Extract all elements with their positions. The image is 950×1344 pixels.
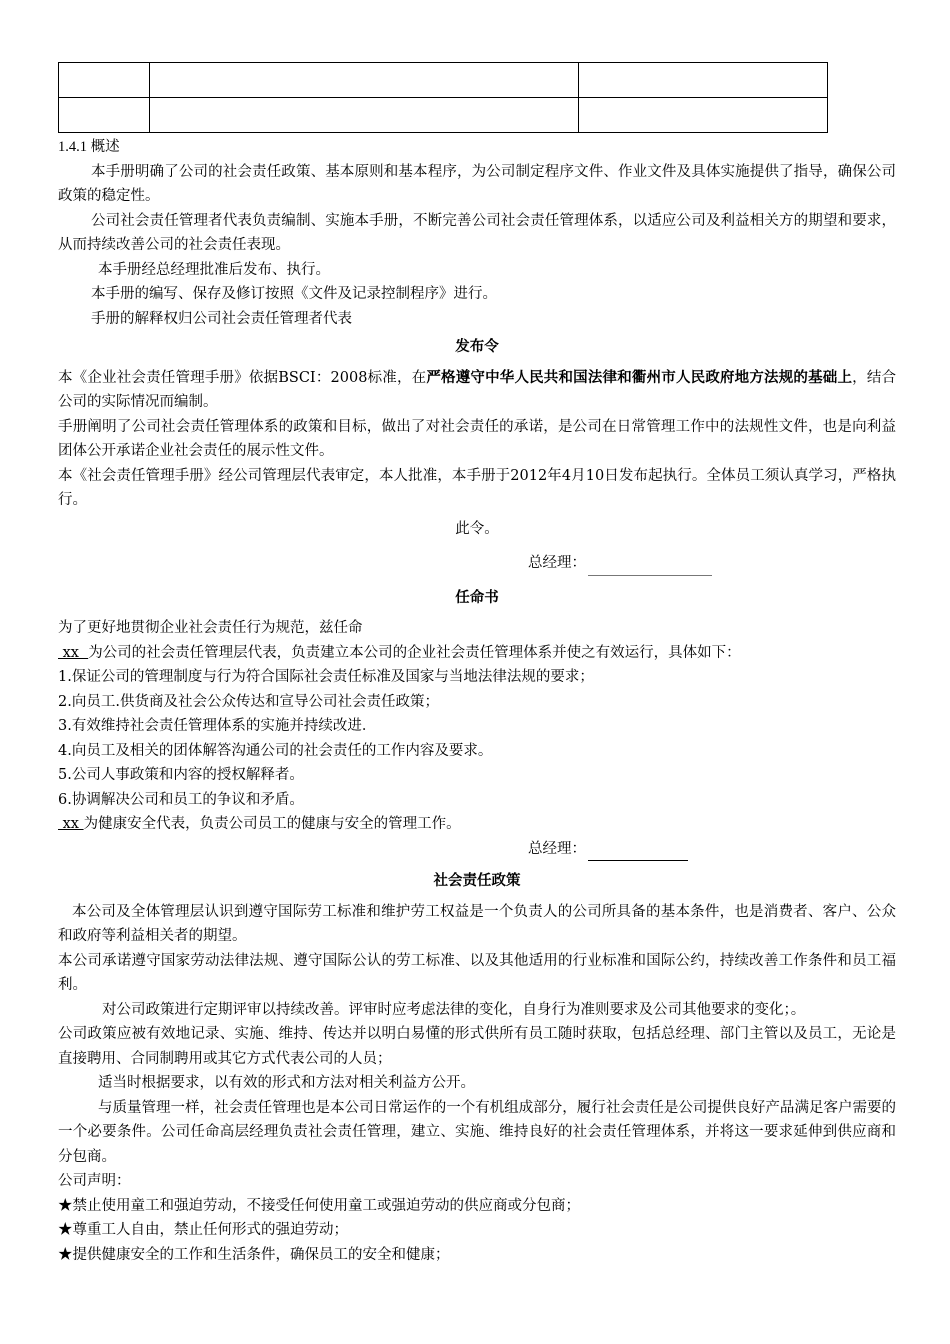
table-cell: [59, 98, 150, 133]
policy-paragraph: 本公司承诺遵守国家劳动法律法规、遵守国际公认的劳工标准、以及其他适用的行业标准和国际公约，持续改善工作条件和员工福利。: [58, 952, 896, 993]
overview-paragraph: 本手册经总经理批准后发布、执行。: [98, 261, 330, 278]
duty-item: 1.保证公司的管理制度与行为符合国际社会责任标准及国家与当地法律法规的要求；: [58, 669, 594, 685]
policy-paragraph: 与质量管理一样，社会责任管理也是本公司日常运作的一个有机组成部分，履行社会责任是公司提供良好产品满足客户需要的一个必要条件。公司任命高层经理负责社会责任管理，建立、实施、维持良好的社会责任管理体系，并将这一要求延伸到供应商和分包商。: [58, 1099, 896, 1165]
table-cell: [150, 98, 579, 133]
table-cell: [59, 63, 150, 98]
policy-star-item: ★尊重工人自由，禁止任何形式的强迫劳动；: [58, 1222, 348, 1238]
policy-star-item: ★提供健康安全的工作和生活条件，确保员工的安全和健康；: [58, 1246, 450, 1263]
release-paragraph-3: 本《社会责任管理手册》经公司管理层代表审定，本人批准，本手册于2012年4月10日发布起执行。全体员工须认真学习，严格执行。: [58, 467, 896, 508]
overview-paragraph: 本手册的编写、保存及修订按照《文件及记录控制程序》进行。: [91, 286, 497, 302]
policy-paragraph: 适当时根据要求，以有效的形式和方法对相关利益方公开。: [98, 1075, 475, 1091]
release-bold-text: 严格遵守中华人民共和国法律和衢州市人民政府地方法规的基础上: [426, 369, 853, 386]
release-paragraph-1: [58, 366, 896, 415]
table-cell: [150, 63, 579, 98]
document-page: [58, 62, 896, 1267]
release-paragraph-2: 手册阐明了公司社会责任管理体系的政策和目标，做出了对社会责任的承诺，是公司在日常管理工作中的法规性文件，也是向利益团体公开承诺企业社会责任的展示性文件。: [58, 418, 896, 459]
policy-star-item: ★禁止使用童工和强迫劳动，不接受任何使用童工或强迫劳动的供应商或分包商；: [58, 1197, 580, 1214]
duty-item: 2.向员工.供货商及社会公众传达和宣导公司社会责任政策；: [58, 693, 439, 710]
header-table: [58, 62, 828, 133]
appointment-safety: [58, 812, 896, 837]
release-text: ，结合公司的实际情况而编制。: [58, 369, 897, 410]
safety-name: xx: [58, 816, 84, 832]
appointment-rep: [58, 641, 896, 666]
policy-paragraph: 对公司政策进行定期评审以持续改善。评审时应考虑法律的变化，自身行为准则要求及公司其他要求的变化；。: [102, 1001, 806, 1018]
overview-paragraph: 公司社会责任管理者代表负责编制、实施本手册，不断完善公司社会责任管理体系，以适应公司及利益相关方的期望和要求，从而持续改善公司的社会责任表现。: [58, 212, 896, 253]
signature-label: 总经理：: [528, 555, 586, 571]
release-text: 本《企业社会责任管理手册》依据BSCI：2008标准，在: [58, 369, 427, 386]
signature-blank: [588, 845, 688, 861]
policy-paragraph: 本公司及全体管理层认识到遵守国际劳工标准和维护劳工权益是一个负责人的公司所具备的基本条件，也是消费者、客户、公众和政府等利益相关者的期望。: [58, 903, 896, 944]
duty-item: 3.有效维持社会责任管理体系的实施并持续改进．: [58, 718, 377, 734]
table-row: [59, 98, 828, 133]
rep-name: xx: [58, 644, 89, 661]
release-signature: [58, 551, 896, 576]
policy-declaration: 公司声明：: [58, 1173, 131, 1189]
appointment-signature: [58, 837, 896, 862]
safety-text: 为健康安全代表，负责公司员工的健康与安全的管理工作。: [83, 816, 461, 832]
duty-item: 4.向员工及相关的团体解答沟通公司的社会责任的工作内容及要求。: [58, 742, 493, 759]
table-cell: [579, 98, 828, 133]
policy-paragraph: 公司政策应被有效地记录、实施、维持、传达并以明白易懂的形式供所有员工随时获取，包括总经理、部门主管以及员工，无论是直接聘用、合同制聘用或其它方式代表公司的人员；: [58, 1026, 896, 1067]
overview-paragraph: 手册的解释权归公司社会责任管理者代表: [91, 310, 352, 327]
policy-title: 社会责任政策: [433, 873, 521, 889]
overview-heading: 1.4.1 概述: [58, 139, 120, 155]
signature-blank: [588, 560, 712, 576]
table-row: [59, 63, 828, 98]
duty-item: 5.公司人事政策和内容的授权解释者。: [58, 767, 304, 783]
release-title: 发布令: [455, 339, 499, 355]
appointment-intro: 为了更好地贯彻企业社会责任行为规范，兹任命: [58, 620, 363, 636]
overview-paragraph: 本手册明确了公司的社会责任政策、基本原则和基本程序，为公司制定程序文件、作业文件及具体实施提供了指导，确保公司政策的稳定性。: [58, 163, 896, 204]
release-order: 此令。: [455, 520, 499, 537]
appointment-title: 任命书: [455, 589, 499, 606]
duty-item: 6.协调解决公司和员工的争议和矛盾。: [58, 791, 304, 808]
signature-label: 总经理：: [528, 840, 586, 857]
rep-text: 为公司的社会责任管理层代表，负责建立本公司的企业社会责任管理体系并使之有效运行，具体如下：: [88, 644, 741, 661]
table-cell: [579, 63, 828, 98]
